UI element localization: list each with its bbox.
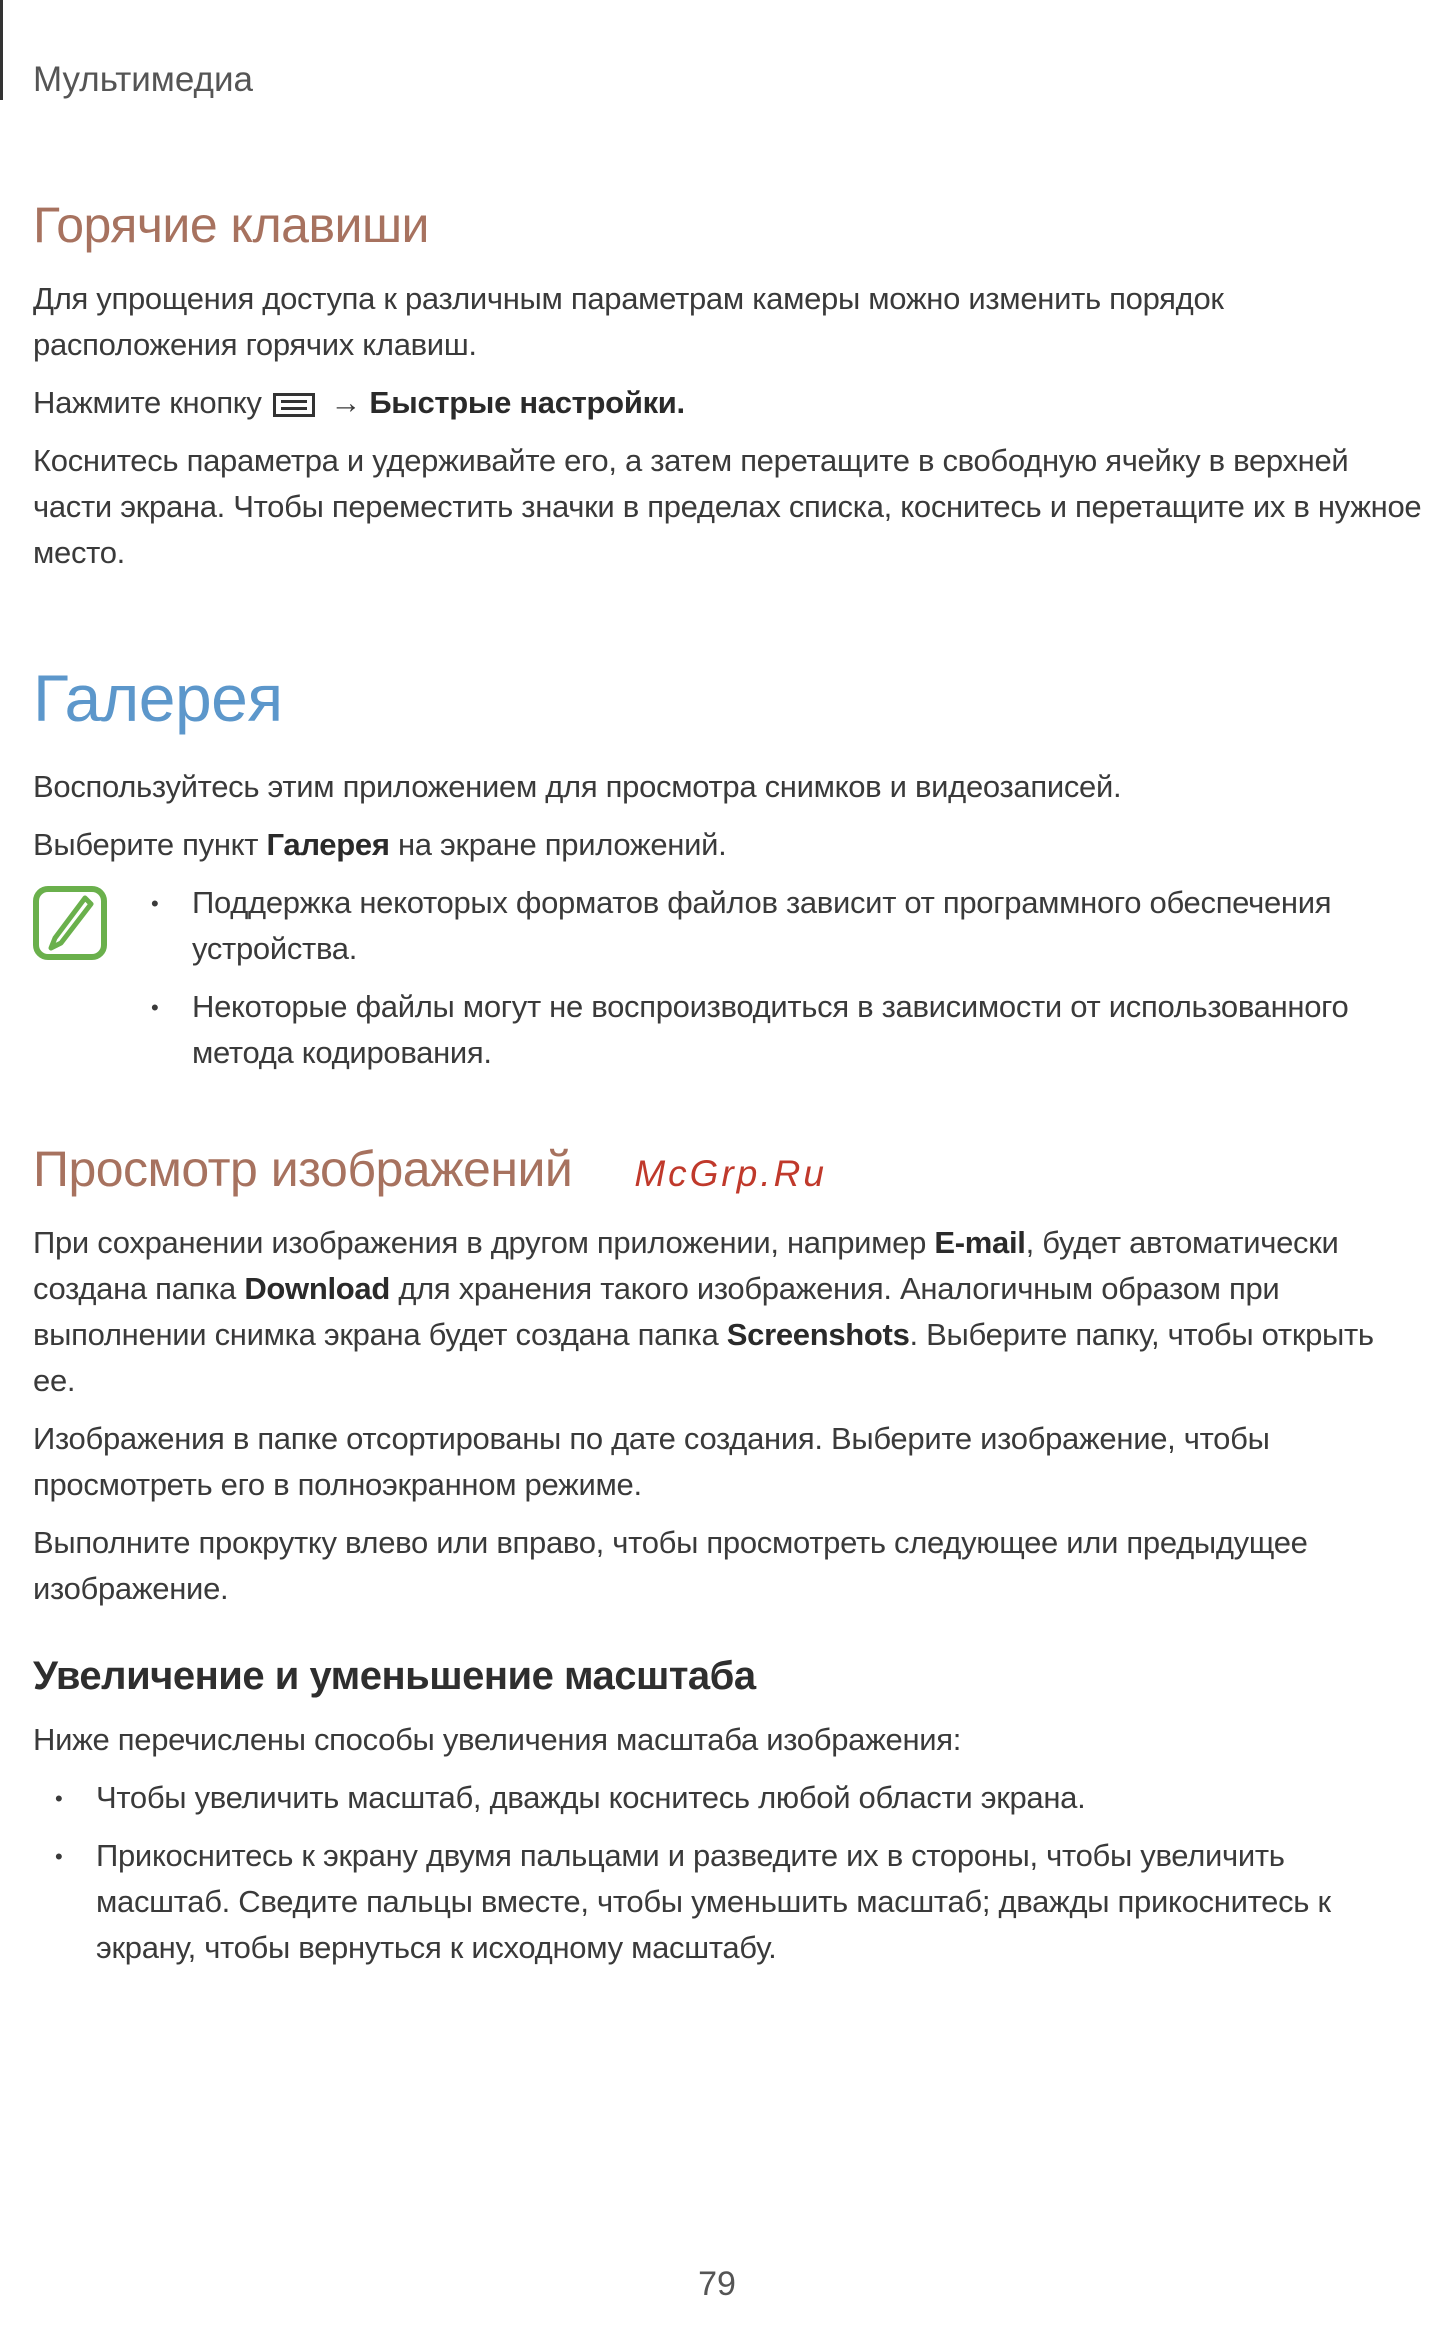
hotkeys-p2-suffix: . (676, 385, 685, 420)
viewing-title-row (33, 1140, 1423, 1220)
viewing-p1-c: , будет автоматически создана папка (33, 1225, 1339, 1306)
email-label: E-mail (934, 1225, 1026, 1260)
viewing-p1-e: для хранения такого изображения. Аналогичным образом при выполнении снимка экрана будет создана папка (33, 1271, 1280, 1352)
zoom-list-item: • Чтобы увеличить масштаб, дважды коснитесь любой области экрана. (55, 1775, 1415, 1821)
watermark: McGrp.Ru (634, 1153, 827, 1194)
gallery-paragraph-1: Воспользуйтесь этим приложением для просмотра снимков и видеозаписей. (33, 769, 1122, 804)
gallery-p2-prefix: Выберите пункт (33, 827, 259, 862)
note-item: • Некоторые файлы могут не воспроизводиться в зависимости от использованного метода кодирования. (151, 984, 1381, 1076)
arrow-glyph: → (330, 385, 361, 420)
page-content (33, 196, 1423, 1983)
zoom-intro: Ниже перечислены способы увеличения масштаба изображения: (33, 1722, 962, 1757)
download-folder-label: Download (244, 1271, 391, 1306)
page-number: 79 (698, 2265, 736, 2303)
gallery-p2-suffix: на экране приложений. (397, 827, 727, 862)
viewing-paragraph-2: Изображения в папке отсортированы по дате создания. Выберите изображение, чтобы просмотреть его в полноэкранном режиме. (33, 1421, 1270, 1502)
viewing-paragraph-3: Выполните прокрутку влево или вправо, чтобы просмотреть следующее или предыдущее изображение. (33, 1525, 1308, 1606)
quick-settings-label: Быстрые настройки (369, 385, 677, 420)
note-icon (33, 886, 107, 960)
chapter-marker (0, 0, 3, 100)
hotkeys-paragraph-3: Коснитесь параметра и удерживайте его, а затем перетащите в свободную ячейку в верхней части экрана. Чтобы переместить значки в пределах списка, коснитесь и перетащите их в нужное место. (33, 443, 1422, 570)
section-title-gallery: Галерея (33, 661, 283, 735)
viewing-p1-a: При сохранении изображения в другом приложении, например (33, 1225, 927, 1260)
subsection-title-zoom: Увеличение и уменьшение масштаба (33, 1654, 756, 1698)
section-title-hotkeys: Горячие клавиши (33, 197, 429, 253)
screenshots-folder-label: Screenshots (726, 1317, 910, 1352)
zoom-list-item: • Прикоснитесь к экрану двумя пальцами и разведите их в стороны, чтобы увеличить масштаб. Сведите пальцы вместе, чтобы уменьшить масштаб; дважды прикоснитесь к экрану, чтобы вернуться к исходному масштабу. (55, 1833, 1415, 1971)
zoom-list (55, 1775, 1415, 1971)
menu-key-icon (272, 392, 316, 418)
chapter-title: Мультимедиа (33, 60, 253, 99)
note-block (33, 880, 1423, 1088)
hotkeys-p2-prefix: Нажмите кнопку (33, 385, 262, 420)
gallery-app-label: Галерея (266, 827, 390, 862)
note-list (151, 880, 1381, 1088)
section-title-viewing: Просмотр изображений (33, 1141, 573, 1197)
note-item: • Поддержка некоторых форматов файлов зависит от программного обеспечения устройства. (151, 880, 1381, 972)
hotkeys-paragraph-2 (33, 380, 1423, 426)
viewing-paragraph-1 (33, 1220, 1423, 1404)
gallery-paragraph-2 (33, 822, 1423, 868)
hotkeys-paragraph-1: Для упрощения доступа к различным параметрам камеры можно изменить порядок расположения горячих клавиш. (33, 281, 1224, 362)
viewing-p1-g: . Выберите папку, чтобы открыть ее. (33, 1317, 1374, 1398)
